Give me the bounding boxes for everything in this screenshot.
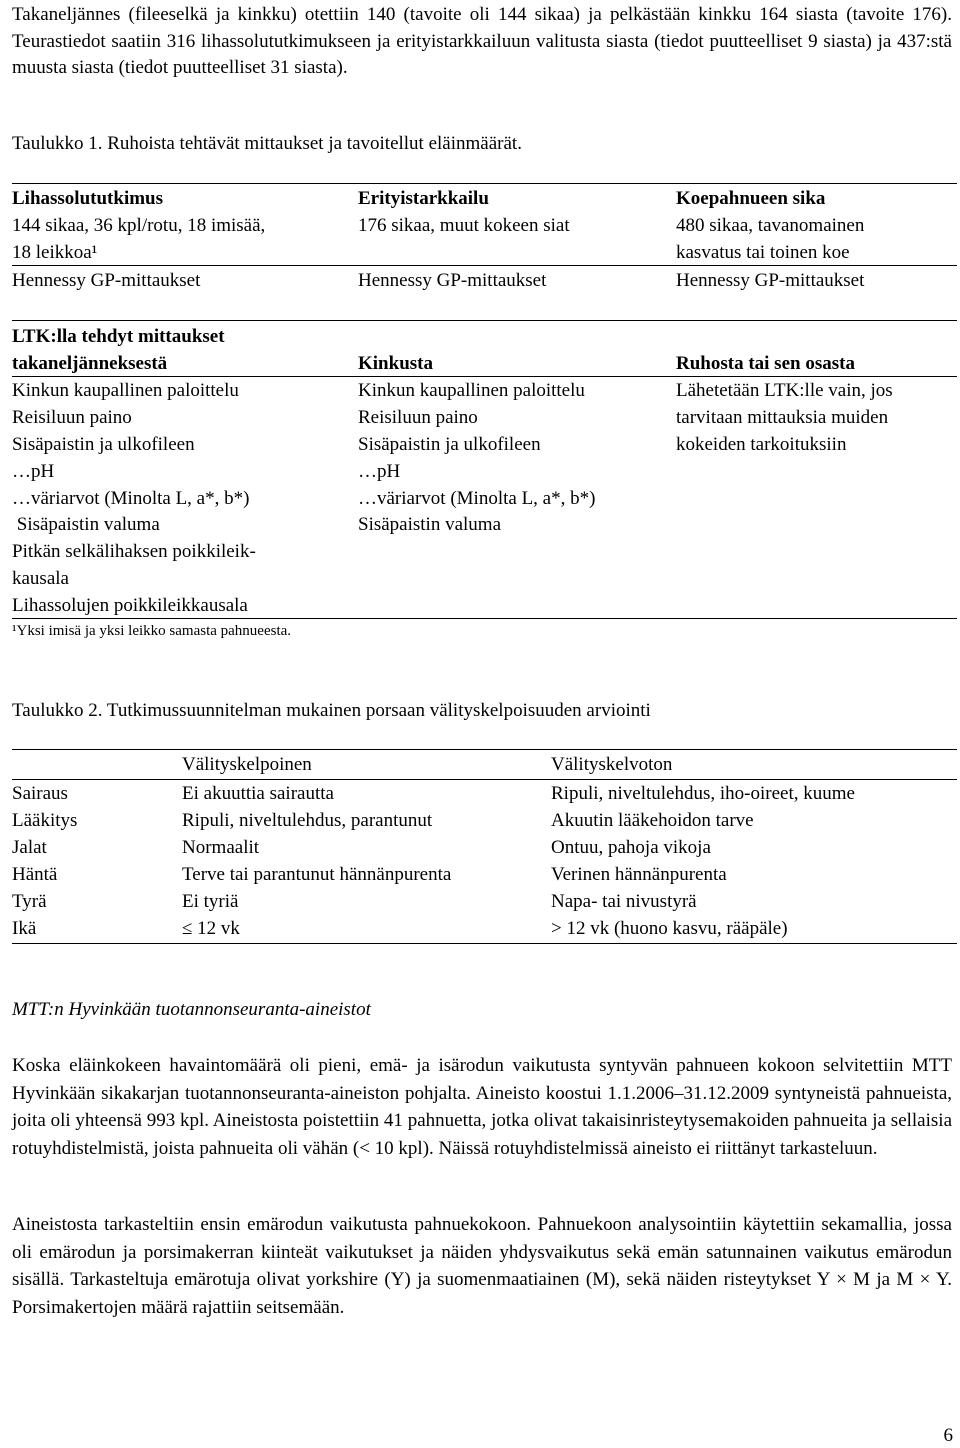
table2-row-label: Ikä <box>12 918 37 939</box>
table1-col3-item: kokeiden tarkoituksiin <box>676 434 847 455</box>
table1-gp-col1: Hennessy GP-mittaukset <box>12 270 201 291</box>
table1-col1-item: kausala <box>12 568 69 589</box>
table2-cell: > 12 vk (huono kasvu, rääpäle) <box>551 918 788 939</box>
table2-cell: Akuutin lääkehoidon tarve <box>551 810 754 831</box>
table1-footnote: ¹Yksi imisä ja yksi leikko samasta pahnueesta. <box>12 623 292 639</box>
table1-section-col2: Kinkusta <box>358 353 433 374</box>
table1-col2-item: …väriarvot (Minolta L, a*, b*) <box>358 488 596 509</box>
table1-gp-col3: Hennessy GP-mittaukset <box>676 270 865 291</box>
table1-count-col3-line1: 480 sikaa, tavanomainen <box>676 215 865 236</box>
table1-count-col1-line1: 144 sikaa, 36 kpl/rotu, 18 imisää, <box>12 215 266 236</box>
table1-col1-item: Reisiluun paino <box>12 407 132 428</box>
table2-cell: Ei akuuttia sairautta <box>182 783 334 804</box>
table2-cell: Ei tyriä <box>182 891 239 912</box>
table2-header-unacceptable: Välityskelvoton <box>551 754 673 775</box>
intro-paragraph: Takaneljännes (fileeselkä ja kinkku) otettiin 140 (tavoite oli 144 sikaa) ja pelkästään kinkku 164 siasta (tavoite 176). Teurastiedot saatiin 316 lihassolututkimukseen ja erityistarkkailuun valitusta siasta (tiedot puutteelliset 9 siasta) ja 437:stä muusta siasta (tiedot puutteelliset 31 siasta). <box>12 4 952 78</box>
table1-section-col3: Ruhosta tai sen osasta <box>676 353 855 374</box>
table1-rule-2 <box>12 265 957 266</box>
table1-col1-item: …väriarvot (Minolta L, a*, b*) <box>12 488 250 509</box>
table1-col2-item: Kinkun kaupallinen paloittelu <box>358 380 585 401</box>
table2-cell: Ripuli, niveltulehdus, iho-oireet, kuume <box>551 783 855 804</box>
table1-col1-item: Kinkun kaupallinen paloittelu <box>12 380 239 401</box>
section-title: MTT:n Hyvinkään tuotannonseuranta-aineistot <box>12 999 371 1020</box>
table1-header-2: Erityistarkkailu <box>358 188 489 209</box>
table1-rule-3 <box>12 320 957 321</box>
table2-cell: Ontuu, pahoja vikoja <box>551 837 711 858</box>
table1-col1-item: Pitkän selkälihaksen poikkileik- <box>12 541 256 562</box>
table2-caption: Taulukko 2. Tutkimussuunnitelman mukainen porsaan välityskelpoisuuden arviointi <box>12 700 651 721</box>
table2-cell: Verinen hännänpurenta <box>551 864 727 885</box>
table1-col1-item: Lihassolujen poikkileikkausala <box>12 595 248 616</box>
table2-row-label: Sairaus <box>12 783 68 804</box>
table2-header-acceptable: Välityskelpoinen <box>182 754 312 775</box>
table1-count-col2: 176 sikaa, muut kokeen siat <box>358 215 570 236</box>
table1-header-3: Koepahnueen sika <box>676 188 826 209</box>
table1-col1-item: …pH <box>12 461 55 482</box>
table1-rule-4 <box>12 376 957 377</box>
table1-top-rule <box>12 183 957 184</box>
table1-col2-item: Reisiluun paino <box>358 407 478 428</box>
table1-section-heading: LTK:lla tehdyt mittaukset <box>12 326 225 347</box>
table2-cell: Ripuli, niveltulehdus, parantunut <box>182 810 433 831</box>
table2-row-label: Lääkitys <box>12 810 78 831</box>
paragraph-2: Aineistosta tarkasteltiin ensin emärodun vaikutusta pahnuekokoon. Pahnuekoon analysointiin käytettiin sekamallia, jossa oli emärodun ja porsimakerran kiinteät vaikutukset ja näiden yhdysvaikutus sekä emän satunnainen vaikutus emärodun sisällä. Tarkasteltuja emärotuja olivat yorkshire (Y) ja suomenmaatiainen (M), sekä näiden risteytykset Y × M ja M × Y. Porsimakertojen määrä rajattiin seitsemään. <box>12 1214 952 1318</box>
table1-header-1: Lihassolututkimus <box>12 188 164 209</box>
table1-section-col1: takaneljänneksestä <box>12 353 168 374</box>
table1-count-col1-line2: 18 leikkoa¹ <box>12 242 98 263</box>
table1-col1-item: Sisäpaistin ja ulkofileen <box>12 434 195 455</box>
table2-row-label: Häntä <box>12 864 58 885</box>
table2-cell: Napa- tai nivustyrä <box>551 891 697 912</box>
table2-cell: ≤ 12 vk <box>182 918 240 939</box>
table1-gp-col2: Hennessy GP-mittaukset <box>358 270 547 291</box>
table1-col3-item: tarvitaan mittauksia muiden <box>676 407 889 428</box>
table2-row-label: Tyrä <box>12 891 47 912</box>
table2-cell: Terve tai parantunut hännänpurenta <box>182 864 452 885</box>
table1-caption: Taulukko 1. Ruhoista tehtävät mittaukset ja tavoitellut eläinmäärät. <box>12 133 522 154</box>
table1-col2-item: Sisäpaistin valuma <box>358 514 502 535</box>
paragraph-1: Koska eläinkokeen havaintomäärä oli pieni, emä- ja isärodun vaikutusta syntyvän pahnueen kokoon selvitettiin MTT Hyvinkään sikakarjan tuotannonseuranta-aineiston pohjalta. Aineisto koostui 1.1.2006–31.12.2009 syntyneistä pahnueista, joita oli yhteensä 993 kpl. Aineistosta poistettiin 41 pahnuetta, jotka olivat takaisinristeytysemakoiden pahnueita ja sellaisia rotuyhdistelmistä, joista pahnueita oli vähän (< 10 kpl). Näissä rotuyhdistelmissä aineisto ei riittänyt tarkasteluun. <box>12 1055 952 1159</box>
table1-col1-item: Sisäpaistin valuma <box>12 514 160 535</box>
table2-bottom-rule <box>12 943 957 944</box>
table1-col3-item: Lähetetään LTK:lle vain, jos <box>676 380 893 401</box>
table2-header-rule <box>12 779 957 780</box>
table2-top-rule <box>12 749 957 750</box>
table2-cell: Normaalit <box>182 837 260 858</box>
table2-row-label: Jalat <box>12 837 47 858</box>
table1-bottom-rule <box>12 618 957 619</box>
table1-count-col3-line2: kasvatus tai toinen koe <box>676 242 850 263</box>
table1-col2-item: …pH <box>358 461 401 482</box>
page-number: 6 <box>943 1425 953 1446</box>
table1-col2-item: Sisäpaistin ja ulkofileen <box>358 434 541 455</box>
